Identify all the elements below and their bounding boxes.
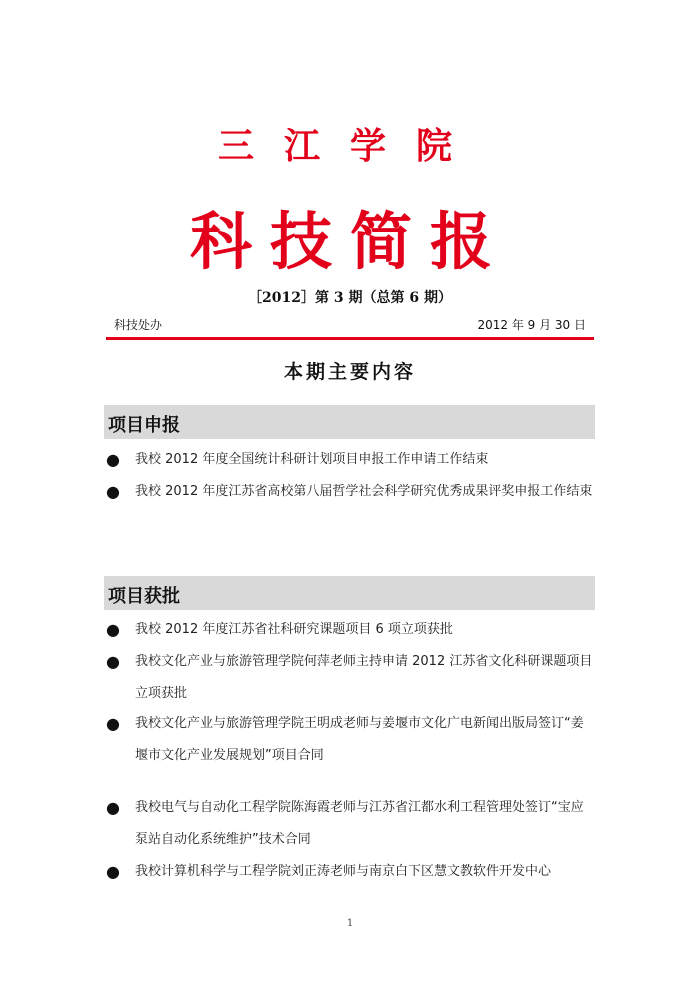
section-header-project-approval bbox=[104, 576, 595, 610]
issue-number: ［2012］第 3 期（总第 6 期） bbox=[248, 290, 452, 306]
bullet-icon: ● bbox=[106, 798, 120, 817]
list-item-text: 我校 2012 年度江苏省社科研究课题项目 6 项立项获批 bbox=[135, 622, 453, 637]
list-item-text: 我校计算机科学与工程学院刘正涛老师与南京白下区慧文教软件开发中心 bbox=[135, 864, 552, 879]
list-item bbox=[106, 481, 596, 508]
bullet-icon: ● bbox=[106, 714, 120, 733]
list-item-text: 我校 2012 年度全国统计科研计划项目申报工作申请工作结束 bbox=[135, 452, 489, 467]
page-number: 1 bbox=[346, 918, 354, 929]
school-name: 三江学院 bbox=[217, 125, 482, 167]
bullet-icon: ● bbox=[106, 652, 120, 671]
list-item bbox=[106, 861, 596, 888]
list-item bbox=[106, 713, 596, 772]
list-item bbox=[106, 449, 596, 476]
list-item bbox=[106, 797, 596, 856]
section-header-project-application bbox=[104, 405, 595, 439]
bullet-icon: ● bbox=[106, 450, 120, 469]
list-item-text: 我校 2012 年度江苏省高校第八届哲学社会科学研究优秀成果评奖申报工作结束 bbox=[135, 484, 593, 499]
bullet-icon: ● bbox=[106, 482, 120, 501]
contents-heading: 本期主要内容 bbox=[283, 361, 416, 383]
bulletin-title: 科技简报 bbox=[189, 205, 510, 278]
list-item-text: 我校电气与自动化工程学院陈海霞老师与江苏省江都水利工程管理处签订“宝应泵站自动化系统维护”技术合同 bbox=[135, 800, 584, 847]
list-item-text: 我校文化产业与旅游管理学院王明成老师与姜堰市文化广电新闻出版局签订“姜堰市文化产业发展规划”项目合同 bbox=[135, 716, 584, 763]
bullet-icon: ● bbox=[106, 620, 120, 639]
list-item bbox=[106, 619, 596, 646]
issue-date: 2012 年 9 月 30 日 bbox=[477, 318, 586, 332]
issuing-office: 科技处办 bbox=[114, 318, 163, 332]
list-item bbox=[106, 651, 596, 710]
header-divider bbox=[106, 337, 594, 340]
section-title: 项目获批 bbox=[108, 586, 180, 607]
section-title: 项目申报 bbox=[108, 415, 180, 436]
list-item-text: 我校文化产业与旅游管理学院何萍老师主持申请 2012 江苏省文化科研课题项目立项获批 bbox=[135, 654, 593, 701]
bullet-icon: ● bbox=[106, 862, 120, 881]
